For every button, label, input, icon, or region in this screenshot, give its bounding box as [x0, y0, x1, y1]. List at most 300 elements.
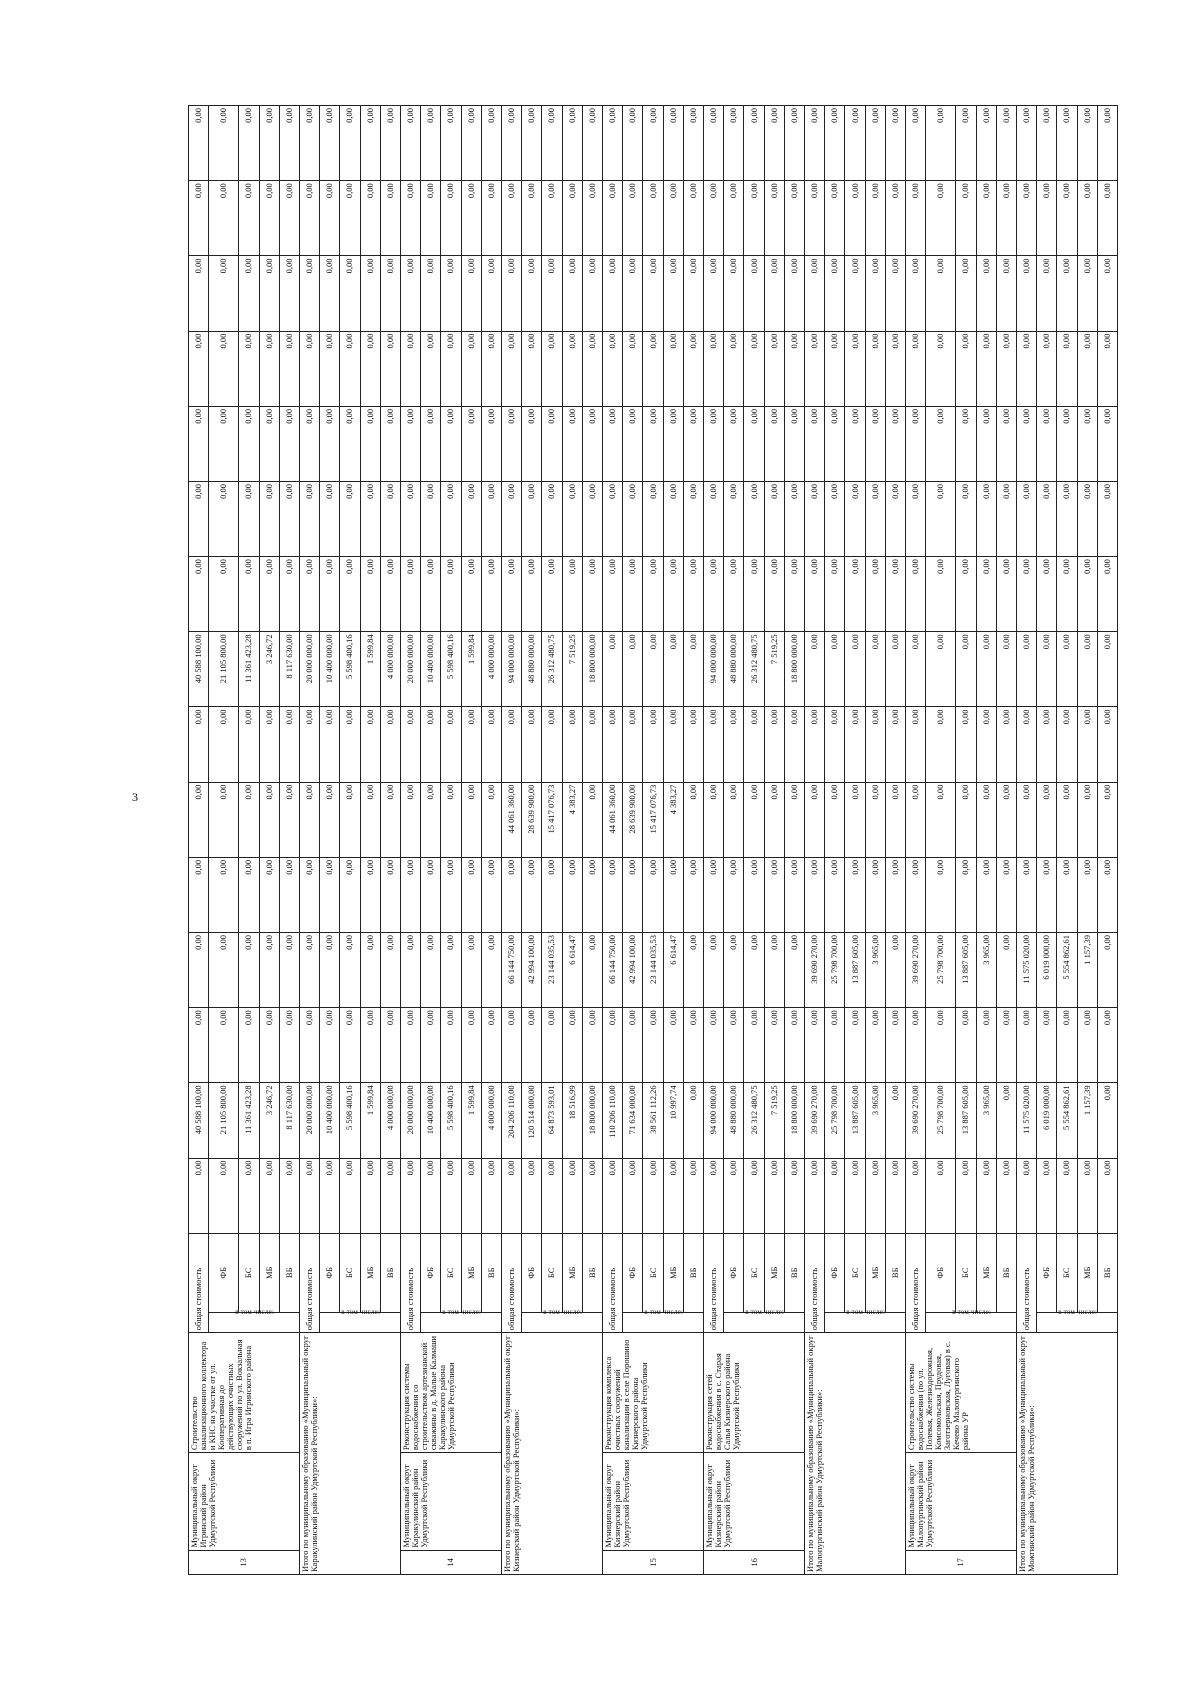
value-cell: 0,00 — [421, 106, 441, 181]
value-cell: 0,00 — [582, 1158, 602, 1233]
value-cell: 0,00 — [804, 181, 824, 256]
value-cell: 0,00 — [643, 632, 663, 707]
value-cell: 0,00 — [1097, 632, 1117, 707]
value-cell: 0,00 — [400, 1008, 420, 1083]
value-cell: 38 561 112,26 — [643, 1083, 663, 1158]
funding-source: БС — [340, 1233, 360, 1312]
row-number: 17 — [906, 1550, 1017, 1574]
in-that-label — [421, 1308, 502, 1332]
value-cell: 0,00 — [865, 331, 885, 406]
funding-source: БС — [956, 1233, 976, 1312]
value-cell: 0,00 — [784, 106, 804, 181]
value-cell: 0,00 — [299, 406, 319, 481]
value-cell: 13 887 605,00 — [845, 933, 865, 1008]
value-cell: 13 887 605,00 — [845, 1083, 865, 1158]
value-cell: 0,00 — [825, 1158, 845, 1233]
funding-source: МБ — [461, 1233, 481, 1312]
value-cell: 0,00 — [764, 406, 784, 481]
value-cell: 0,00 — [340, 1158, 360, 1233]
row-number: 13 — [189, 1550, 300, 1574]
value-cell: 0,00 — [906, 707, 926, 782]
value-cell: 0,00 — [906, 632, 926, 707]
value-cell: 0,00 — [926, 106, 956, 181]
value-cell: 0,00 — [602, 181, 622, 256]
value-cell: 0,00 — [976, 632, 996, 707]
value-cell: 0,00 — [926, 782, 956, 857]
value-cell: 0,00 — [724, 782, 744, 857]
value-cell: 5 554 862,61 — [1057, 933, 1077, 1008]
value-cell: 0,00 — [189, 1008, 209, 1083]
funding-source: ВБ — [683, 1233, 703, 1312]
value-cell: 0,00 — [845, 782, 865, 857]
value-cell: 0,00 — [360, 857, 380, 932]
value-cell: 0,00 — [764, 782, 784, 857]
municipality-cell: Муниципальный округ Кизнерский район Удмуртской Республики — [602, 1453, 703, 1551]
value-cell: 0,00 — [956, 782, 976, 857]
financing-table — [188, 105, 1118, 1575]
value-cell: 0,00 — [189, 331, 209, 406]
value-cell: 0,00 — [259, 181, 279, 256]
value-cell: 0,00 — [885, 481, 905, 556]
value-cell: 0,00 — [259, 106, 279, 181]
value-cell: 3 965,00 — [976, 1083, 996, 1158]
value-cell: 0,00 — [885, 1008, 905, 1083]
value-cell: 0,00 — [663, 557, 683, 632]
value-cell: 0,00 — [299, 331, 319, 406]
in-that-text: в том числе: — [442, 1308, 482, 1317]
value-cell: 0,00 — [784, 782, 804, 857]
value-cell: 42 994 100,00 — [522, 933, 542, 1008]
value-cell: 0,00 — [421, 1158, 441, 1233]
value-cell: 0,00 — [804, 857, 824, 932]
value-cell: 0,00 — [380, 106, 400, 181]
value-cell: 0,00 — [996, 857, 1016, 932]
value-cell: 0,00 — [724, 256, 744, 331]
value-cell: 0,00 — [845, 557, 865, 632]
value-cell: 0,00 — [360, 782, 380, 857]
value-cell: 0,00 — [976, 782, 996, 857]
value-cell: 0,00 — [643, 481, 663, 556]
value-cell: 0,00 — [804, 1158, 824, 1233]
value-cell: 0,00 — [1037, 106, 1057, 181]
value-cell: 0,00 — [320, 1158, 340, 1233]
value-cell: 39 690 270,00 — [804, 933, 824, 1008]
value-cell: 20 000 000,00 — [299, 632, 319, 707]
value-cell: 0,00 — [602, 557, 622, 632]
value-cell: 0,00 — [996, 481, 1016, 556]
value-cell: 0,00 — [996, 106, 1016, 181]
value-cell: 0,00 — [744, 1158, 764, 1233]
value-cell: 0,00 — [522, 406, 542, 481]
value-cell: 0,00 — [239, 106, 259, 181]
value-cell: 0,00 — [582, 331, 602, 406]
total-cost-label: общая стоимость — [906, 1233, 926, 1333]
value-cell: 0,00 — [845, 481, 865, 556]
value-cell: 0,00 — [602, 256, 622, 331]
value-cell: 48 880 000,00 — [724, 1083, 744, 1158]
in-that-text: в том числе: — [235, 1308, 275, 1317]
value-cell: 0,00 — [623, 106, 643, 181]
value-cell: 0,00 — [926, 557, 956, 632]
value-cell: 0,00 — [259, 707, 279, 782]
value-cell: 0,00 — [784, 1158, 804, 1233]
value-cell: 0,00 — [1037, 707, 1057, 782]
value-cell: 11 361 423,28 — [239, 632, 259, 707]
value-cell: 0,00 — [380, 782, 400, 857]
value-cell: 0,00 — [865, 256, 885, 331]
value-cell: 0,00 — [1077, 857, 1097, 932]
value-cell: 0,00 — [865, 782, 885, 857]
value-cell: 0,00 — [1057, 256, 1077, 331]
funding-source: МБ — [360, 1233, 380, 1312]
value-cell: 0,00 — [623, 331, 643, 406]
value-cell: 4 000 000,00 — [380, 1083, 400, 1158]
value-cell: 0,00 — [602, 1158, 622, 1233]
value-cell: 0,00 — [380, 1008, 400, 1083]
value-cell: 10 400 000,00 — [421, 632, 441, 707]
funding-source: БС — [643, 1233, 663, 1312]
value-cell: 0,00 — [522, 106, 542, 181]
value-cell: 0,00 — [421, 857, 441, 932]
value-cell: 0,00 — [481, 707, 501, 782]
value-cell: 0,00 — [683, 707, 703, 782]
value-cell: 0,00 — [1057, 707, 1077, 782]
value-cell: 0,00 — [421, 181, 441, 256]
value-cell: 0,00 — [421, 406, 441, 481]
value-cell: 0,00 — [804, 106, 824, 181]
funding-source: ФБ — [926, 1233, 956, 1312]
value-cell: 0,00 — [623, 707, 643, 782]
value-cell: 0,00 — [259, 256, 279, 331]
value-cell: 0,00 — [683, 481, 703, 556]
value-cell: 0,00 — [279, 331, 299, 406]
value-cell: 0,00 — [189, 707, 209, 782]
value-cell: 0,00 — [400, 331, 420, 406]
value-cell: 3 965,00 — [976, 933, 996, 1008]
value-cell: 0,00 — [380, 181, 400, 256]
value-cell: 0,00 — [360, 557, 380, 632]
value-cell: 0,00 — [259, 857, 279, 932]
value-cell: 0,00 — [501, 857, 521, 932]
in-that-label — [724, 1308, 805, 1332]
value-cell: 0,00 — [926, 181, 956, 256]
value-cell: 0,00 — [976, 181, 996, 256]
object-name-cell: Реконструкция системы водоснабжения со строительством артезианской скважины в д. Малые Калмаши Каракулинского района Удмуртской Республики — [400, 1333, 501, 1453]
value-cell: 0,00 — [501, 1008, 521, 1083]
value-cell: 20 000 000,00 — [299, 1083, 319, 1158]
value-cell: 0,00 — [825, 181, 845, 256]
value-cell: 10 997,74 — [663, 1083, 683, 1158]
value-cell: 0,00 — [279, 481, 299, 556]
value-cell: 3 246,72 — [259, 1083, 279, 1158]
value-cell: 0,00 — [926, 1158, 956, 1233]
value-cell: 0,00 — [784, 406, 804, 481]
value-cell: 0,00 — [441, 106, 461, 181]
value-cell: 0,00 — [542, 331, 562, 406]
value-cell: 0,00 — [209, 857, 239, 932]
value-cell: 0,00 — [1097, 481, 1117, 556]
value-cell: 0,00 — [744, 481, 764, 556]
value-cell: 0,00 — [320, 181, 340, 256]
value-cell: 6 614,47 — [663, 933, 683, 1008]
value-cell: 0,00 — [1016, 557, 1036, 632]
value-cell: 0,00 — [744, 782, 764, 857]
value-cell: 0,00 — [522, 707, 542, 782]
value-cell: 0,00 — [1077, 256, 1097, 331]
value-cell: 0,00 — [562, 857, 582, 932]
value-cell: 0,00 — [279, 106, 299, 181]
in-that-text: в том числе: — [745, 1308, 785, 1317]
value-cell: 0,00 — [926, 857, 956, 932]
value-cell: 0,00 — [400, 106, 420, 181]
value-cell: 6 019 000,00 — [1037, 933, 1057, 1008]
value-cell: 0,00 — [562, 331, 582, 406]
value-cell: 0,00 — [1077, 707, 1097, 782]
value-cell: 0,00 — [865, 181, 885, 256]
municipality-cell: Муниципальный округ Игринский район Удмуртской Республики — [189, 1453, 300, 1551]
value-cell: 0,00 — [259, 481, 279, 556]
value-cell: 5 598 400,16 — [441, 632, 461, 707]
value-cell: 0,00 — [643, 406, 663, 481]
value-cell: 0,00 — [623, 1008, 643, 1083]
table-row — [501, 106, 521, 1575]
value-cell: 44 061 360,00 — [602, 782, 622, 857]
value-cell: 0,00 — [441, 406, 461, 481]
value-cell: 0,00 — [996, 181, 1016, 256]
value-cell: 0,00 — [1097, 406, 1117, 481]
value-cell: 0,00 — [501, 106, 521, 181]
funding-source: ВБ — [582, 1233, 602, 1312]
in-that-label — [926, 1308, 1017, 1332]
value-cell: 0,00 — [623, 632, 643, 707]
table-row — [804, 106, 824, 1575]
value-cell: 0,00 — [209, 256, 239, 331]
value-cell: 0,00 — [724, 1008, 744, 1083]
value-cell: 94 000 000,00 — [703, 632, 723, 707]
value-cell: 0,00 — [976, 1158, 996, 1233]
value-cell: 0,00 — [320, 256, 340, 331]
value-cell: 0,00 — [239, 857, 259, 932]
value-cell: 0,00 — [683, 181, 703, 256]
value-cell: 0,00 — [703, 406, 723, 481]
value-cell: 10 400 000,00 — [320, 1083, 340, 1158]
table-row — [1016, 106, 1036, 1575]
value-cell: 0,00 — [501, 181, 521, 256]
value-cell: 0,00 — [299, 1008, 319, 1083]
value-cell: 0,00 — [623, 857, 643, 932]
value-cell: 0,00 — [1016, 331, 1036, 406]
value-cell: 0,00 — [320, 857, 340, 932]
value-cell: 21 105 800,00 — [209, 632, 239, 707]
value-cell: 0,00 — [724, 406, 744, 481]
value-cell: 0,00 — [340, 1008, 360, 1083]
value-cell: 0,00 — [259, 1158, 279, 1233]
value-cell: 0,00 — [1077, 481, 1097, 556]
value-cell: 0,00 — [380, 406, 400, 481]
value-cell: 5 598 400,16 — [340, 632, 360, 707]
funding-source: БС — [744, 1233, 764, 1312]
value-cell: 66 144 750,00 — [602, 933, 622, 1008]
value-cell: 0,00 — [400, 857, 420, 932]
value-cell: 0,00 — [1016, 782, 1036, 857]
value-cell: 0,00 — [582, 1008, 602, 1083]
value-cell: 1 157,39 — [1077, 1083, 1097, 1158]
value-cell: 0,00 — [441, 557, 461, 632]
value-cell: 0,00 — [996, 331, 1016, 406]
value-cell: 7 519,25 — [562, 632, 582, 707]
value-cell: 0,00 — [764, 1158, 784, 1233]
value-cell: 0,00 — [542, 707, 562, 782]
value-cell: 18 800 000,00 — [582, 632, 602, 707]
value-cell: 0,00 — [239, 331, 259, 406]
value-cell: 0,00 — [1016, 707, 1036, 782]
value-cell: 0,00 — [663, 181, 683, 256]
value-cell: 0,00 — [845, 331, 865, 406]
value-cell: 0,00 — [703, 1158, 723, 1233]
value-cell: 0,00 — [663, 481, 683, 556]
value-cell: 0,00 — [623, 256, 643, 331]
value-cell: 0,00 — [400, 933, 420, 1008]
value-cell: 39 690 270,00 — [906, 933, 926, 1008]
funding-source: ФБ — [825, 1233, 845, 1312]
value-cell: 0,00 — [885, 557, 905, 632]
value-cell: 0,00 — [885, 707, 905, 782]
value-cell: 0,00 — [360, 1008, 380, 1083]
value-cell: 0,00 — [1016, 256, 1036, 331]
object-name-cell: Строительство канализационного коллектора и КНС на участке от ул. Кооперативная до действующих очистных сооружений по ул. Вокзальная в п. Игра Игринского района — [189, 1333, 300, 1453]
value-cell: 0,00 — [724, 331, 744, 406]
municipality-cell: Муниципальный округ Каракулинский район Удмуртской Республики — [400, 1453, 501, 1551]
value-cell: 0,00 — [582, 181, 602, 256]
value-cell: 0,00 — [623, 1158, 643, 1233]
value-cell: 26 312 480,75 — [744, 632, 764, 707]
value-cell: 0,00 — [804, 707, 824, 782]
value-cell: 44 061 360,00 — [501, 782, 521, 857]
value-cell: 11 575 020,00 — [1016, 933, 1036, 1008]
value-cell: 18 800 000,00 — [582, 1083, 602, 1158]
value-cell: 0,00 — [764, 481, 784, 556]
value-cell: 4 000 000,00 — [481, 1083, 501, 1158]
value-cell: 0,00 — [209, 181, 239, 256]
value-cell: 0,00 — [461, 707, 481, 782]
value-cell: 0,00 — [239, 181, 259, 256]
value-cell: 0,00 — [279, 181, 299, 256]
value-cell: 0,00 — [501, 1158, 521, 1233]
value-cell: 0,00 — [724, 106, 744, 181]
value-cell: 0,00 — [1037, 181, 1057, 256]
value-cell: 0,00 — [400, 181, 420, 256]
value-cell: 0,00 — [1057, 331, 1077, 406]
value-cell: 0,00 — [996, 1008, 1016, 1083]
total-cost-label: общая стоимость — [703, 1233, 723, 1333]
value-cell: 0,00 — [320, 331, 340, 406]
value-cell: 0,00 — [400, 782, 420, 857]
value-cell: 0,00 — [1037, 481, 1057, 556]
value-cell: 0,00 — [380, 481, 400, 556]
table-row — [189, 106, 209, 1575]
value-cell: 25 798 700,00 — [926, 1083, 956, 1158]
total-cost-label: общая стоимость — [602, 1233, 622, 1333]
value-cell: 0,00 — [340, 857, 360, 932]
value-cell: 7 519,25 — [764, 1083, 784, 1158]
value-cell: 23 144 035,53 — [542, 933, 562, 1008]
value-cell: 0,00 — [189, 782, 209, 857]
value-cell: 0,00 — [259, 1008, 279, 1083]
value-cell: 0,00 — [703, 181, 723, 256]
object-name-cell: Реконструкция комплекса очистных сооружений канализации в селе Порошино Кизнерского района Удмуртской Республики — [602, 1333, 703, 1453]
value-cell: 0,00 — [562, 106, 582, 181]
value-cell: 0,00 — [703, 557, 723, 632]
value-cell: 0,00 — [299, 707, 319, 782]
value-cell: 0,00 — [562, 406, 582, 481]
value-cell: 0,00 — [865, 557, 885, 632]
value-cell: 0,00 — [663, 406, 683, 481]
value-cell: 204 206 110,00 — [501, 1083, 521, 1158]
value-cell: 18 800 000,00 — [784, 632, 804, 707]
value-cell: 1 157,39 — [1077, 933, 1097, 1008]
value-cell: 8 117 630,00 — [279, 632, 299, 707]
funding-source: БС — [239, 1233, 259, 1312]
value-cell: 0,00 — [481, 857, 501, 932]
value-cell: 0,00 — [239, 1158, 259, 1233]
value-cell: 0,00 — [380, 331, 400, 406]
value-cell: 0,00 — [522, 181, 542, 256]
in-that-text: в том числе: — [644, 1308, 684, 1317]
in-that-label — [320, 1308, 401, 1332]
value-cell: 0,00 — [906, 406, 926, 481]
value-cell: 0,00 — [481, 1008, 501, 1083]
value-cell: 0,00 — [1097, 1083, 1117, 1158]
value-cell: 0,00 — [804, 782, 824, 857]
value-cell: 0,00 — [602, 707, 622, 782]
funding-source: МБ — [562, 1233, 582, 1312]
value-cell: 0,00 — [1077, 106, 1097, 181]
value-cell: 0,00 — [189, 106, 209, 181]
value-cell: 0,00 — [481, 782, 501, 857]
value-cell: 0,00 — [380, 256, 400, 331]
row-number: 14 — [400, 1550, 501, 1574]
value-cell: 0,00 — [299, 557, 319, 632]
value-cell: 0,00 — [845, 1008, 865, 1083]
value-cell: 0,00 — [683, 331, 703, 406]
value-cell: 0,00 — [360, 707, 380, 782]
page-number: 3 — [132, 790, 138, 804]
value-cell: 0,00 — [784, 331, 804, 406]
value-cell: 0,00 — [481, 933, 501, 1008]
value-cell: 0,00 — [1016, 632, 1036, 707]
in-that-text: в том числе: — [846, 1308, 886, 1317]
value-cell: 0,00 — [683, 106, 703, 181]
value-cell: 0,00 — [956, 632, 976, 707]
value-cell: 0,00 — [259, 557, 279, 632]
value-cell: 0,00 — [461, 857, 481, 932]
value-cell: 0,00 — [643, 256, 663, 331]
value-cell: 0,00 — [956, 557, 976, 632]
value-cell: 0,00 — [562, 1158, 582, 1233]
value-cell: 0,00 — [663, 1158, 683, 1233]
value-cell: 0,00 — [845, 857, 865, 932]
value-cell: 0,00 — [320, 481, 340, 556]
value-cell: 0,00 — [865, 1008, 885, 1083]
value-cell: 15 417 076,73 — [542, 782, 562, 857]
value-cell: 0,00 — [279, 557, 299, 632]
value-cell: 0,00 — [906, 857, 926, 932]
object-name-cell: Реконструкция сетей водоснабжения в с. Старая Салья Кизнерского района Удмуртской Республики — [703, 1333, 804, 1453]
value-cell: 25 798 700,00 — [926, 933, 956, 1008]
value-cell: 42 994 100,00 — [623, 933, 643, 1008]
value-cell: 0,00 — [926, 406, 956, 481]
value-cell: 0,00 — [703, 782, 723, 857]
